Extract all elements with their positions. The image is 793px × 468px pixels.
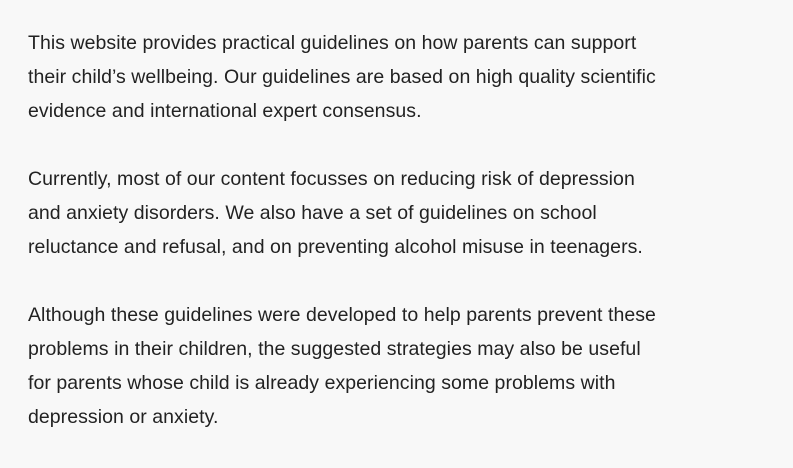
paragraph-line: and anxiety disorders. We also have a set of guidelines on school (28, 202, 597, 224)
paragraph-line: evidence and international expert consensus. (28, 100, 422, 122)
paragraph-line: problems in their children, the suggested strategies may also be useful (28, 338, 641, 360)
paragraph-line: This website provides practical guidelines on how parents can support (28, 32, 637, 54)
paragraph-line: Currently, most of our content focusses on reducing risk of depression (28, 168, 635, 190)
paragraph-line: Although these guidelines were developed to help parents prevent these (28, 304, 656, 326)
intro-paragraph-purpose (28, 26, 778, 128)
intro-paragraph-content-focus (28, 162, 778, 264)
paragraph-line: for parents whose child is already experiencing some problems with (28, 372, 616, 394)
intro-text-section (28, 26, 778, 468)
paragraph-line: their child’s wellbeing. Our guidelines are based on high quality scientific (28, 66, 656, 88)
paragraph-line: depression or anxiety. (28, 406, 219, 428)
paragraph-line: reluctance and refusal, and on preventing alcohol misuse in teenagers. (28, 236, 643, 258)
intro-paragraph-usefulness (28, 298, 778, 434)
